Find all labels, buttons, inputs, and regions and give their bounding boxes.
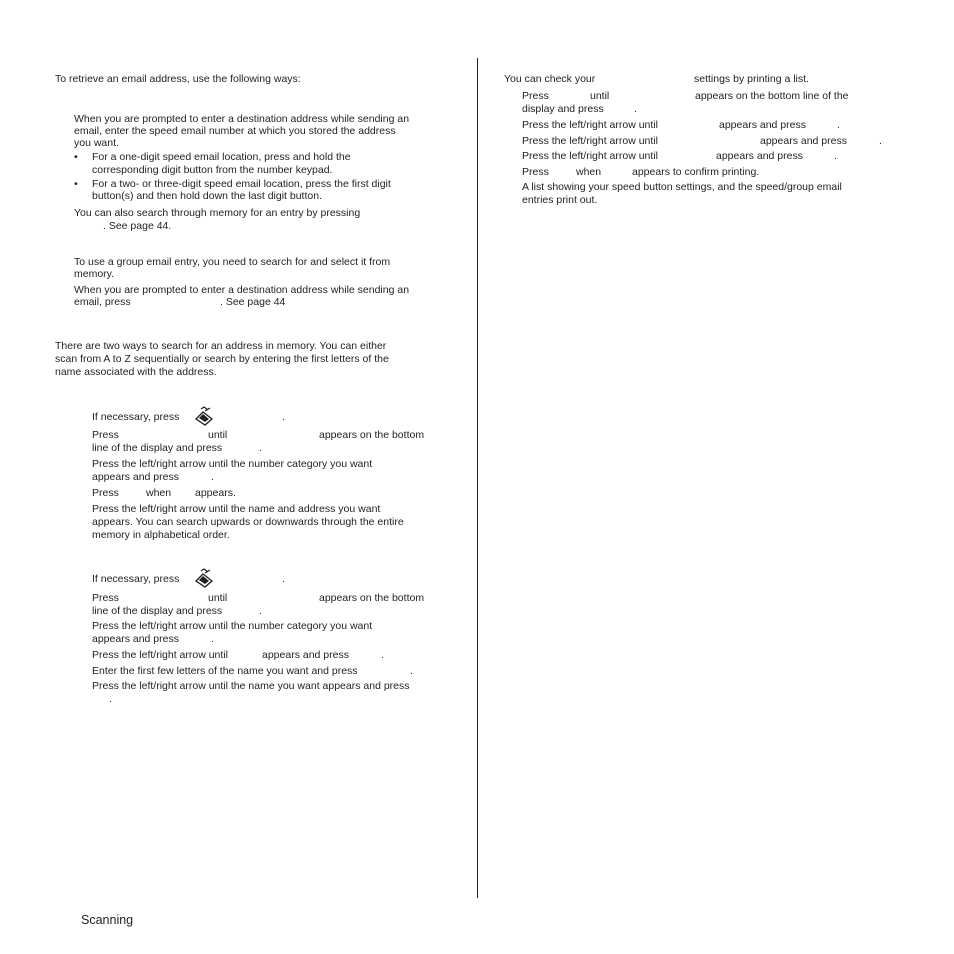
print-step1-line2: display and press [522,103,604,115]
seq-step2-line2: line of the display and press [92,442,223,454]
letter-step4-text: Press the left/right arrow until [92,649,228,661]
speed-email-text-line: When you are prompted to enter a destination address while sending an [74,113,410,125]
print-step1-appears: appears on the bottom line of the [695,90,849,102]
seq-step4-press: Press [92,487,119,499]
letter-step2-line2: line of the display and press [92,605,223,617]
scan-button-icon [194,568,214,588]
letter-step2-end: . [259,605,262,617]
speed-email-text-line: you want. [74,137,119,149]
print-step5-appears: appears to confirm printing. [632,166,760,178]
two-ways-text: name associated with the address. [55,366,217,378]
print-step4-end: . [834,150,837,162]
group-email-prompt-text: email, press [74,296,131,308]
seq-step2-end: . [259,442,262,454]
print-step5-press: Press [522,166,549,178]
print-step1-press: Press [522,90,549,102]
print-step4-appears: appears and press [716,150,803,162]
letter-step3-line2: appears and press [92,633,179,645]
letter-step5-end: . [410,665,413,677]
letter-step2-appears: appears on the bottom [319,592,425,604]
seq-step2-appears: appears on the bottom [319,429,425,441]
bullet-one-digit-line: For a one-digit speed email location, press and hold the [92,151,351,163]
group-email-prompt-text: When you are prompted to enter a destination address while sending an [74,284,410,296]
print-step2-end: . [837,119,840,131]
footer-section-label: Scanning [81,913,134,927]
print-step3-appears: appears and press [760,135,847,147]
two-ways-text: There are two ways to search for an address in memory. You can either [55,340,387,352]
group-email-text: To use a group email entry, you need to search for and select it from [74,256,391,268]
seq-step4-appears: appears. [195,487,236,499]
print-step2-appears: appears and press [719,119,806,131]
print-step5-when: when [576,166,602,178]
print-step2-text: Press the left/right arrow until [522,119,658,131]
seq-step5-text: memory in alphabetical order. [92,529,230,541]
search-memory-text: You can also search through memory for an entry by pressing [74,207,361,219]
print-step6-text: entries print out. [522,194,598,206]
column-divider [477,58,478,898]
letter-step4-appears: appears and press [262,649,349,661]
letter-step5-text: Enter the first few letters of the name you want and press [92,665,358,677]
letter-step2-press: Press [92,592,119,604]
seq-step2-until: until [208,429,228,441]
print-step3-end: . [879,135,882,147]
seq-step1-text: If necessary, press [92,411,180,423]
seq-step3-line2: appears and press [92,471,179,483]
speed-email-text-line: email, enter the speed email number at which you stored the address [74,125,396,137]
group-email-ref: . See page 44 [220,296,286,308]
letter-step4-end: . [381,649,384,661]
search-memory-ref: . See page 44. [103,220,172,232]
bullet-symbol: • [74,151,78,163]
seq-step5-text: Press the left/right arrow until the name and address you want [92,503,381,515]
letter-step6-text: Press the left/right arrow until the name you want appears and press [92,680,410,692]
bullet-symbol: • [74,178,78,190]
seq-step1-end: . [282,411,285,423]
bullet-multi-digit-line: For a two- or three-digit speed email location, press the first digit [92,178,391,190]
letter-step2-until: until [208,592,228,604]
letter-step3-text: Press the left/right arrow until the number category you want [92,620,373,632]
print-step6-text: A list showing your speed button settings, and the speed/group email [522,181,842,193]
letter-step1-end: . [282,573,285,585]
letter-step6-end: . [109,693,112,705]
two-ways-text: scan from A to Z sequentially or search by entering the first letters of the [55,353,389,365]
group-email-text: memory. [74,268,115,280]
check-settings-text: You can check your [504,73,596,85]
print-step4-text: Press the left/right arrow until [522,150,658,162]
seq-step2-press: Press [92,429,119,441]
seq-step5-text: appears. You can search upwards or downwards through the entire [92,516,404,528]
letter-step1-text: If necessary, press [92,573,180,585]
scan-button-icon [194,406,214,426]
print-step1-until: until [590,90,610,102]
seq-step3-end: . [211,471,214,483]
print-step1-end: . [634,103,637,115]
seq-step3-text: Press the left/right arrow until the number category you want [92,458,373,470]
intro-text: To retrieve an email address, use the following ways: [55,73,301,85]
bullet-multi-digit-line: button(s) and then hold down the last digit button. [92,190,322,202]
check-settings-text-end: settings by printing a list. [694,73,809,85]
letter-step3-end: . [211,633,214,645]
bullet-one-digit-line: corresponding digit button from the number keypad. [92,164,333,176]
seq-step4-when: when [146,487,172,499]
print-step3-text: Press the left/right arrow until [522,135,658,147]
